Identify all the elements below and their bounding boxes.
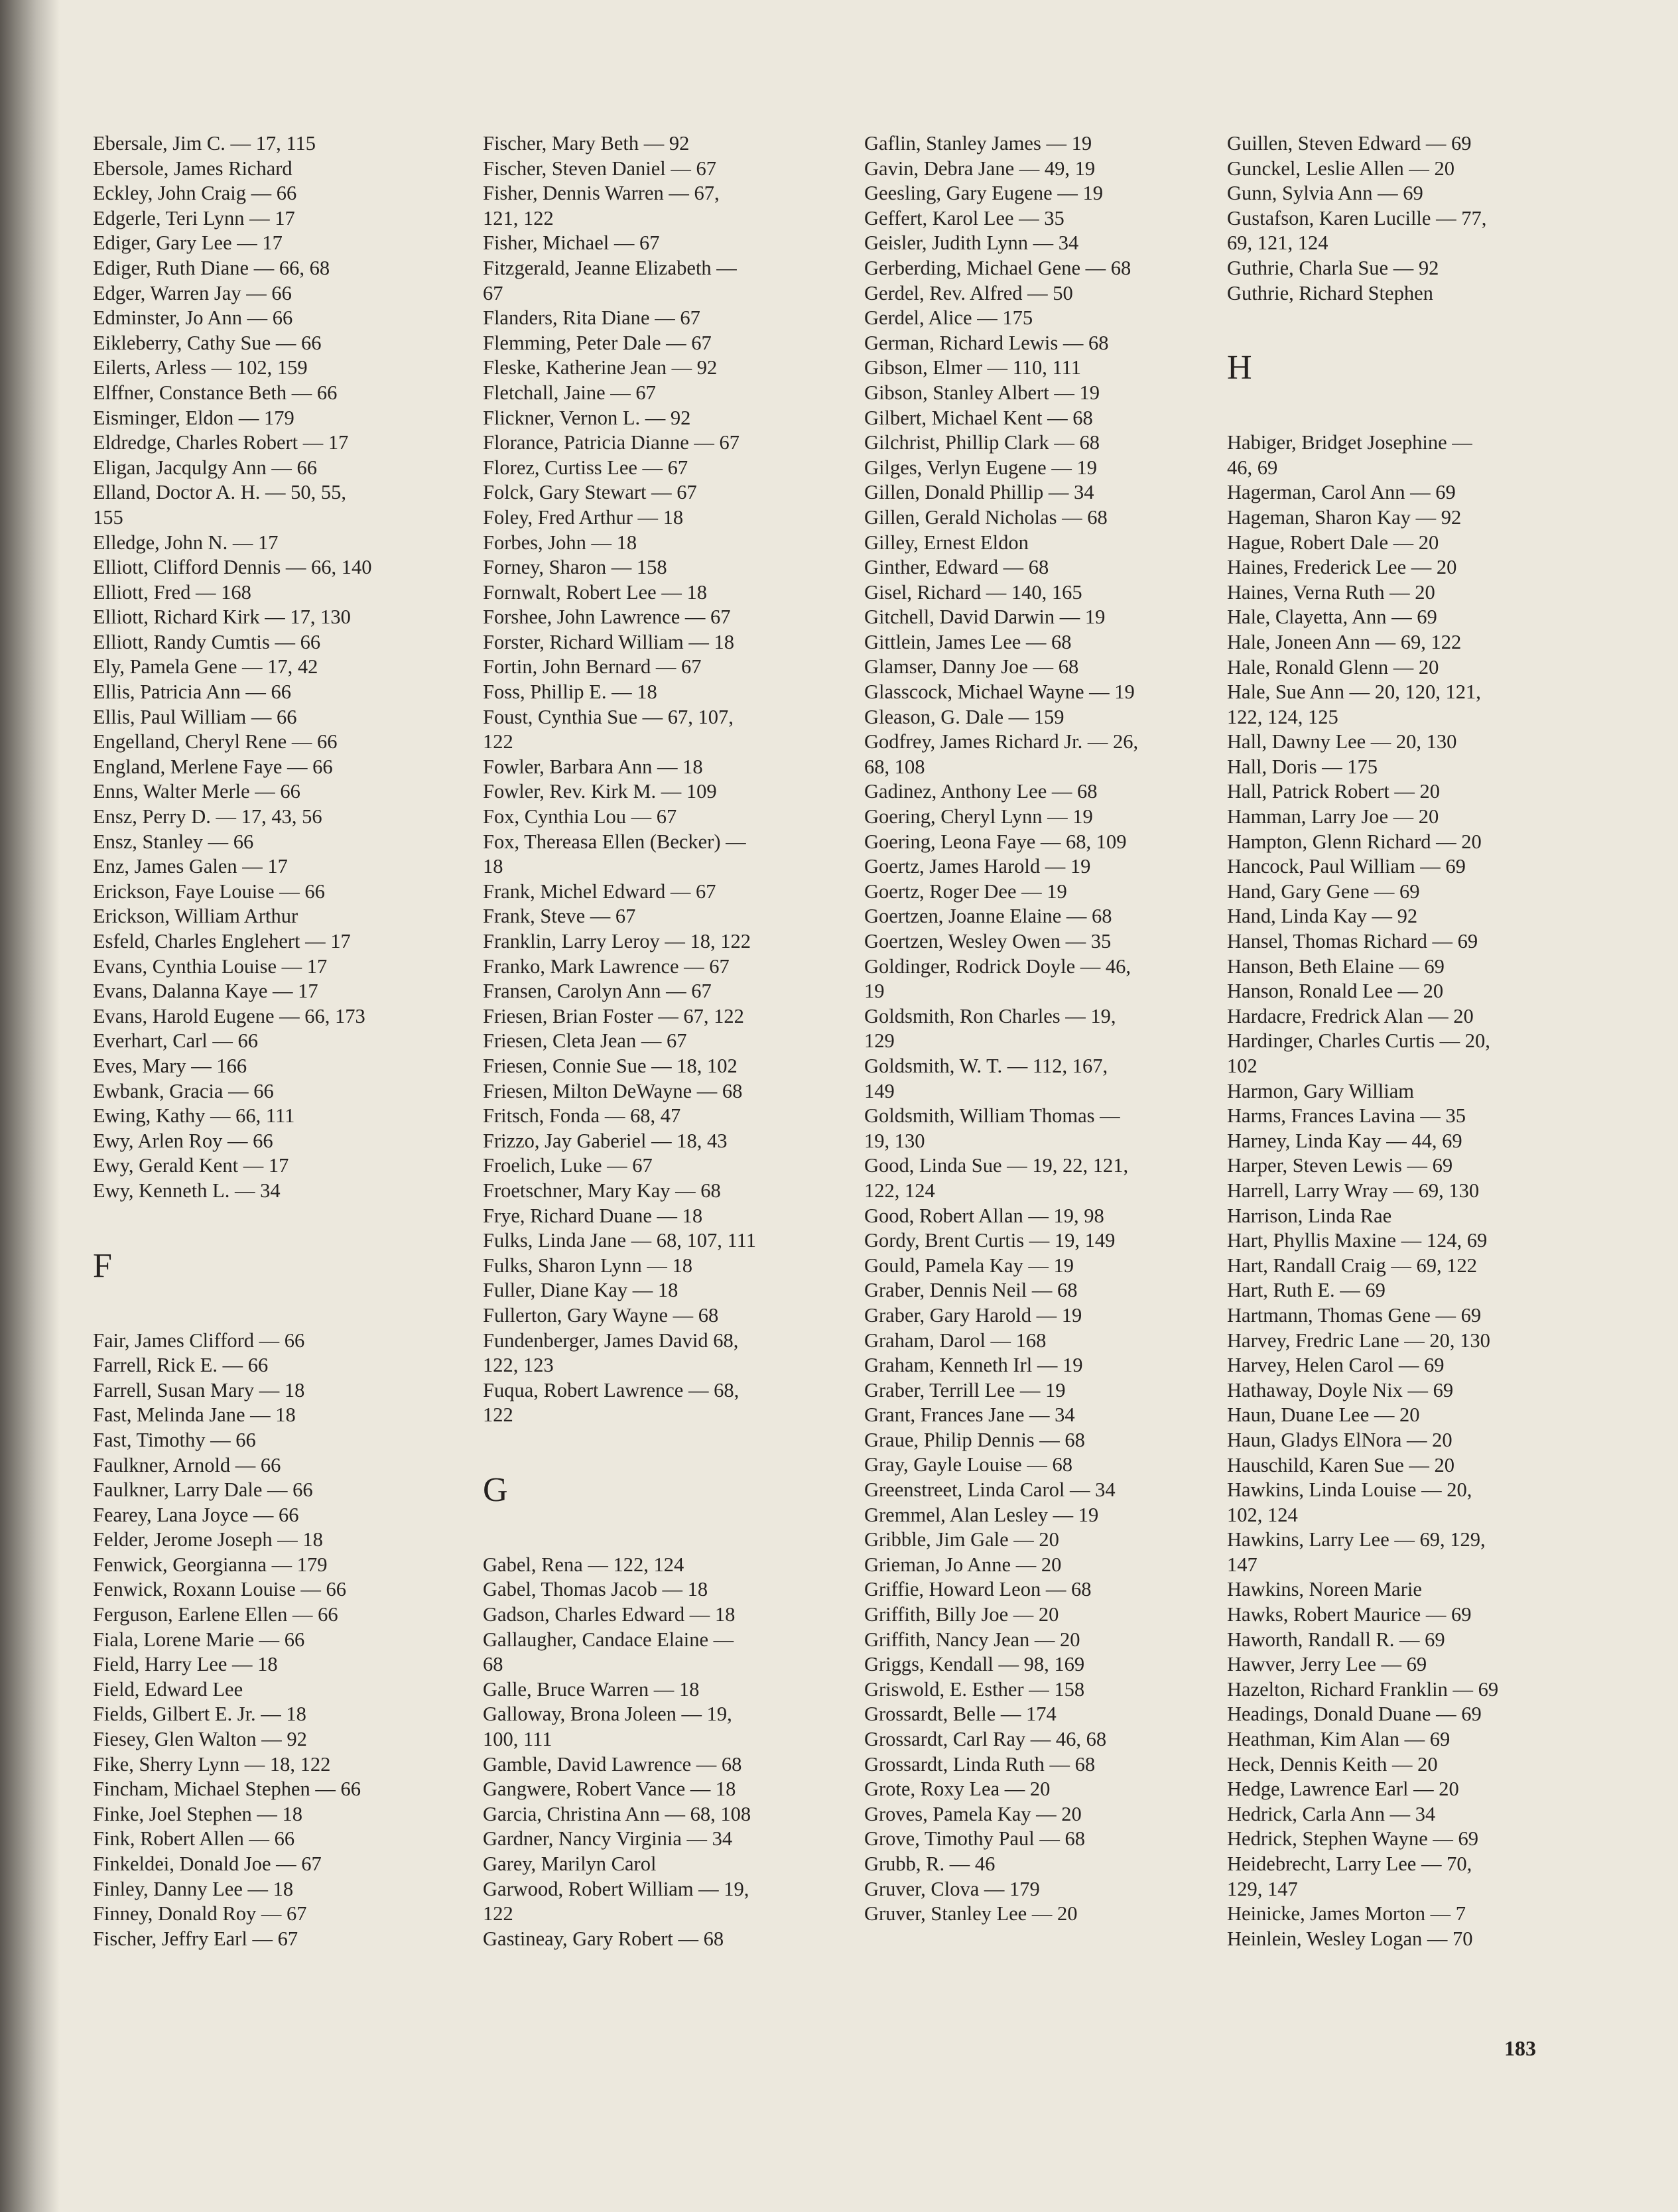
index-entry: Geesling, Gary Eugene — 19 — [864, 182, 1103, 205]
index-entry: Hawkins, Larry Lee — 69, 129, 147 — [1227, 1528, 1486, 1576]
index-entry: Edminster, Jo Ann — 66 — [93, 306, 293, 330]
index-entry: Groves, Pamela Kay — 20 — [864, 1802, 1082, 1825]
index-entry: Hedrick, Carla Ann — 34 — [1227, 1802, 1436, 1825]
index-entry: Gavin, Debra Jane — 49, 19 — [864, 157, 1096, 180]
index-entry: Gadinez, Anthony Lee — 68 — [864, 780, 1098, 803]
index-entry: Elledge, John N. — 17 — [93, 531, 279, 554]
index-entry: Everhart, Carl — 66 — [93, 1029, 259, 1053]
index-entry: Griggs, Kendall — 98, 169 — [864, 1653, 1085, 1676]
index-entry: Franko, Mark Lawrence — 67 — [483, 954, 730, 978]
index-entry: Edger, Warren Jay — 66 — [93, 281, 292, 304]
index-entry: Heathman, Kim Alan — 69 — [1227, 1728, 1451, 1751]
index-entry: Gilley, Ernest Eldon — [864, 531, 1029, 554]
index-entry: Hawks, Robert Maurice — 69 — [1227, 1603, 1472, 1626]
index-entry: Erickson, Faye Louise — 66 — [93, 879, 325, 903]
index-entry: Gerdel, Alice — 175 — [864, 306, 1033, 330]
index-entry: Elland, Doctor A. H. — 50, 55, 155 — [93, 481, 347, 529]
index-entry: Hall, Patrick Robert — 20 — [1227, 780, 1441, 803]
index-entry: Graham, Kenneth Irl — 19 — [864, 1354, 1083, 1377]
index-entry: Goldinger, Rodrick Doyle — 46, 19 — [864, 954, 1131, 1003]
index-entry: Eikleberry, Cathy Sue — 66 — [93, 331, 322, 354]
index-entry: Galle, Bruce Warren — 18 — [483, 1677, 700, 1701]
index-entry: Flemming, Peter Dale — 67 — [483, 331, 712, 354]
index-entry: Gamble, David Lawrence — 68 — [483, 1752, 742, 1776]
index-entry: Godfrey, James Richard Jr. — 26, 68, 108 — [864, 730, 1139, 778]
index-entry: Haun, Gladys ElNora — 20 — [1227, 1428, 1452, 1451]
index-entry: Hall, Dawny Lee — 20, 130 — [1227, 730, 1457, 753]
index-entry: Forshee, John Lawrence — 67 — [483, 606, 731, 629]
index-entry: Friesen, Connie Sue — 18, 102 — [483, 1054, 738, 1077]
index-entry: Haines, Frederick Lee — 20 — [1227, 556, 1457, 579]
index-entry: Goertz, James Harold — 19 — [864, 855, 1091, 878]
index-entry: Griffie, Howard Leon — 68 — [864, 1578, 1092, 1601]
index-entry: Hagerman, Carol Ann — 69 — [1227, 481, 1456, 504]
index-entry: Gibson, Elmer — 110, 111 — [864, 356, 1081, 379]
page-number: 183 — [1504, 2036, 1536, 2060]
index-entry: Ewing, Kathy — 66, 111 — [93, 1104, 295, 1128]
index-entry: Farrell, Rick E. — 66 — [93, 1354, 269, 1377]
index-entry: Garwood, Robert William — 19, 122 — [483, 1877, 749, 1925]
index-entry: Fisher, Dennis Warren — 67, 121, 122 — [483, 182, 720, 229]
index-entry: Gray, Gayle Louise — 68 — [864, 1453, 1072, 1476]
index-entry: Gadson, Charles Edward — 18 — [483, 1603, 736, 1626]
index-entry: Haun, Duane Lee — 20 — [1227, 1403, 1420, 1427]
section-letter-heading: F — [93, 1246, 112, 1285]
index-entry: Finney, Donald Roy — 67 — [93, 1902, 307, 1925]
index-entry: Heck, Dennis Keith — 20 — [1227, 1752, 1438, 1776]
index-entry: Guthrie, Charla Sue — 92 — [1227, 256, 1439, 279]
index-entry: Fornwalt, Robert Lee — 18 — [483, 580, 707, 604]
index-entry: Eldredge, Charles Robert — 17 — [93, 431, 349, 454]
index-entry: Grote, Roxy Lea — 20 — [864, 1778, 1051, 1801]
index-entry: Glasscock, Michael Wayne — 19 — [864, 681, 1135, 704]
index-entry: Grubb, R. — 46 — [864, 1852, 996, 1875]
index-entry: Hanson, Beth Elaine — 69 — [1227, 954, 1445, 978]
index-entry: Headings, Donald Duane — 69 — [1227, 1703, 1482, 1726]
index-column-3 — [864, 131, 1222, 1927]
index-entry: Erickson, William Arthur — [93, 905, 298, 928]
index-entry: Griswold, E. Esther — 158 — [864, 1677, 1085, 1701]
index-entry: Fischer, Mary Beth — 92 — [483, 132, 690, 155]
index-entry: Farrell, Susan Mary — 18 — [93, 1378, 305, 1401]
index-entry: Ellis, Patricia Ann — 66 — [93, 681, 292, 704]
index-entry: Gastineay, Gary Robert — 68 — [483, 1927, 724, 1950]
index-entry: Geffert, Karol Lee — 35 — [864, 206, 1065, 229]
index-entry: Harvey, Helen Carol — 69 — [1227, 1354, 1445, 1377]
index-entry: Hageman, Sharon Kay — 92 — [1227, 505, 1462, 529]
index-entry: Foss, Phillip E. — 18 — [483, 681, 657, 704]
index-entry: Hardinger, Charles Curtis — 20, 102 — [1227, 1029, 1490, 1077]
index-entry: Fullerton, Gary Wayne — 68 — [483, 1303, 719, 1327]
index-entry: Goldsmith, Ron Charles — 19, 129 — [864, 1004, 1116, 1053]
index-entry: Fearey, Lana Joyce — 66 — [93, 1503, 299, 1526]
index-entry: Graber, Dennis Neil — 68 — [864, 1279, 1078, 1302]
index-entry: Fowler, Barbara Ann — 18 — [483, 755, 703, 778]
index-entry: Garcia, Christina Ann — 68, 108 — [483, 1802, 751, 1825]
index-entry: Hale, Joneen Ann — 69, 122 — [1227, 630, 1462, 653]
index-entry: Gittlein, James Lee — 68 — [864, 630, 1072, 653]
index-entry: Fisher, Michael — 67 — [483, 231, 660, 255]
index-entry: Fiesey, Glen Walton — 92 — [93, 1728, 307, 1751]
index-entry: Ferguson, Earlene Ellen — 66 — [93, 1603, 338, 1626]
index-column-1 — [93, 131, 451, 1951]
index-entry: Hampton, Glenn Richard — 20 — [1227, 830, 1482, 853]
index-entry: Fritsch, Fonda — 68, 47 — [483, 1104, 681, 1128]
index-entry: Fenwick, Georgianna — 179 — [93, 1553, 328, 1576]
index-entry: German, Richard Lewis — 68 — [864, 331, 1109, 354]
index-entry: Fuqua, Robert Lawrence — 68, 122 — [483, 1378, 740, 1427]
index-entry: Hancock, Paul William — 69 — [1227, 855, 1466, 878]
index-entry: Griffith, Billy Joe — 20 — [864, 1603, 1059, 1626]
index-entry: Hall, Doris — 175 — [1227, 755, 1378, 778]
index-entry: Elliott, Richard Kirk — 17, 130 — [93, 606, 351, 629]
index-entry: Finley, Danny Lee — 18 — [93, 1877, 294, 1900]
index-entry: Hedge, Lawrence Earl — 20 — [1227, 1778, 1459, 1801]
index-entry: Fransen, Carolyn Ann — 67 — [483, 980, 712, 1003]
index-entry: Greenstreet, Linda Carol — 34 — [864, 1478, 1116, 1502]
index-entry: Forster, Richard William — 18 — [483, 630, 735, 653]
index-entry: Gilchrist, Phillip Clark — 68 — [864, 431, 1100, 454]
index-entry: Goldsmith, William Thomas — 19, 130 — [864, 1104, 1120, 1152]
index-entry: Hale, Sue Ann — 20, 120, 121, 122, 124, 125 — [1227, 681, 1481, 728]
index-entry: Eligan, Jacqulgy Ann — 66 — [93, 456, 318, 479]
index-entry: Grove, Timothy Paul — 68 — [864, 1827, 1085, 1851]
index-entry: Fields, Gilbert E. Jr. — 18 — [93, 1703, 306, 1726]
index-entry: Harper, Steven Lewis — 69 — [1227, 1154, 1453, 1177]
index-entry: Hawver, Jerry Lee — 69 — [1227, 1653, 1427, 1676]
index-entry: Ensz, Perry D. — 17, 43, 56 — [93, 805, 322, 828]
index-entry: Gabel, Rena — 122, 124 — [483, 1553, 684, 1576]
index-entry: Hazelton, Richard Franklin — 69 — [1227, 1677, 1499, 1701]
index-entry: Hale, Clayetta, Ann — 69 — [1227, 606, 1437, 629]
index-entry: Harms, Frances Lavina — 35 — [1227, 1104, 1466, 1128]
index-entry: Eckley, John Craig — 66 — [93, 182, 297, 205]
index-entry: Esfeld, Charles Englehert — 17 — [93, 930, 351, 952]
index-entry: Fundenberger, James David 68, 122, 123 — [483, 1329, 739, 1377]
index-entry: Harney, Linda Kay — 44, 69 — [1227, 1129, 1462, 1152]
index-entry: Gordy, Brent Curtis — 19, 149 — [864, 1229, 1116, 1252]
index-entry: Harvey, Fredric Lane — 20, 130 — [1227, 1329, 1490, 1352]
index-entry: Friesen, Milton DeWayne — 68 — [483, 1079, 743, 1102]
index-entry: Fox, Cynthia Lou — 67 — [483, 805, 677, 828]
index-entry: Ewy, Kenneth L. — 34 — [93, 1179, 281, 1202]
index-entry: Finkeldei, Donald Joe — 67 — [93, 1853, 322, 1875]
index-entry: Guthrie, Richard Stephen — [1227, 281, 1433, 304]
index-entry: Flickner, Vernon L. — 92 — [483, 406, 691, 429]
index-entry: Fiala, Lorene Marie — 66 — [93, 1628, 305, 1651]
index-entry: Hart, Ruth E. — 69 — [1227, 1279, 1386, 1302]
index-entry: Hague, Robert Dale — 20 — [1227, 531, 1439, 554]
index-entry: Fink, Robert Allen — 66 — [93, 1827, 295, 1851]
index-entry: Fischer, Steven Daniel — 67 — [483, 157, 717, 180]
index-entry: Foley, Fred Arthur — 18 — [483, 505, 684, 529]
index-entry: Guillen, Steven Edward — 69 — [1227, 132, 1472, 155]
index-entry: Finke, Joel Stephen — 18 — [93, 1802, 302, 1825]
index-entry: Gilges, Verlyn Eugene — 19 — [864, 456, 1097, 479]
index-entry: Fike, Sherry Lynn — 18, 122 — [93, 1752, 331, 1776]
index-entry: Gunn, Sylvia Ann — 69 — [1227, 182, 1423, 205]
index-entry: Fulks, Sharon Lynn — 18 — [483, 1254, 693, 1277]
index-entry: Garey, Marilyn Carol — [483, 1853, 657, 1875]
index-entry: Eisminger, Eldon — 179 — [93, 406, 294, 429]
index-entry: Frye, Richard Duane — 18 — [483, 1204, 703, 1227]
index-entry: Gerberding, Michael Gene — 68 — [864, 256, 1131, 279]
index-entry: Hawkins, Linda Louise — 20, 102, 124 — [1227, 1478, 1472, 1526]
index-entry: Gunckel, Leslie Allen — 20 — [1227, 157, 1455, 180]
index-entry: Hand, Linda Kay — 92 — [1227, 905, 1418, 928]
index-entry: Hathaway, Doyle Nix — 69 — [1227, 1378, 1454, 1401]
index-entry: Franklin, Larry Leroy — 18, 122 — [483, 930, 751, 952]
index-entry: Goering, Leona Faye — 68, 109 — [864, 830, 1127, 853]
index-entry: Haworth, Randall R. — 69 — [1227, 1628, 1445, 1651]
index-entry: Fleske, Katherine Jean — 92 — [483, 356, 718, 379]
index-entry: Ewy, Arlen Roy — 66 — [93, 1129, 273, 1152]
index-entry: Gisel, Richard — 140, 165 — [864, 580, 1082, 604]
index-entry: Evans, Harold Eugene — 66, 173 — [93, 1004, 365, 1027]
index-entry: Graber, Terrill Lee — 19 — [864, 1378, 1066, 1401]
index-entry: Graber, Gary Harold — 19 — [864, 1303, 1082, 1327]
index-entry: Frank, Steve — 67 — [483, 905, 636, 928]
index-entry: Evans, Cynthia Louise — 17 — [93, 954, 328, 978]
index-entry: Elliott, Fred — 168 — [93, 580, 251, 604]
index-entry: Forney, Sharon — 158 — [483, 556, 667, 579]
index-entry: Elffner, Constance Beth — 66 — [93, 381, 338, 404]
index-entry: Hart, Phyllis Maxine — 124, 69 — [1227, 1229, 1488, 1252]
index-entry: Gruver, Stanley Lee — 20 — [864, 1902, 1078, 1925]
index-entry: Felder, Jerome Joseph — 18 — [93, 1528, 323, 1551]
index-entry: Fortin, John Bernard — 67 — [483, 655, 702, 679]
index-entry: Eves, Mary — 166 — [93, 1054, 247, 1077]
index-entry: Gould, Pamela Kay — 19 — [864, 1254, 1074, 1277]
index-entry: Gabel, Thomas Jacob — 18 — [483, 1578, 708, 1601]
index-entry: Evans, Dalanna Kaye — 17 — [93, 980, 318, 1003]
index-entry: Frank, Michel Edward — 67 — [483, 879, 716, 903]
index-entry: Foust, Cynthia Sue — 67, 107, 122 — [483, 705, 734, 753]
index-entry: Gangwere, Robert Vance — 18 — [483, 1778, 736, 1801]
index-entry: Hardacre, Fredrick Alan — 20 — [1227, 1004, 1474, 1027]
index-entry: Goertzen, Wesley Owen — 35 — [864, 930, 1112, 952]
index-entry: Fowler, Rev. Kirk M. — 109 — [483, 780, 717, 803]
index-entry: Gitchell, David Darwin — 19 — [864, 606, 1106, 629]
index-entry: Heinicke, James Morton — 7 — [1227, 1902, 1466, 1925]
index-entry: Enns, Walter Merle — 66 — [93, 780, 300, 803]
index-entry: Faulkner, Larry Dale — 66 — [93, 1478, 313, 1502]
index-entry: Field, Harry Lee — 18 — [93, 1653, 278, 1676]
index-entry: Glamser, Danny Joe — 68 — [864, 655, 1079, 679]
index-entry: Ely, Pamela Gene — 17, 42 — [93, 655, 318, 679]
index-entry: Hansel, Thomas Richard — 69 — [1227, 930, 1478, 953]
index-entry: Flanders, Rita Diane — 67 — [483, 306, 700, 330]
index-entry: Field, Edward Lee — [93, 1677, 243, 1701]
index-entry: Geisler, Judith Lynn — 34 — [864, 231, 1079, 255]
index-entry: Fair, James Clifford — 66 — [93, 1329, 305, 1352]
index-entry: Gremmel, Alan Lesley — 19 — [864, 1503, 1099, 1526]
index-entry: Ebersale, Jim C. — 17, 115 — [93, 132, 316, 155]
index-entry: Fox, Thereasa Ellen (Becker) — 18 — [483, 830, 746, 878]
section-letter-heading: H — [1227, 349, 1252, 387]
index-entry: Fischer, Jeffry Earl — 67 — [93, 1927, 298, 1950]
index-entry: Gardner, Nancy Virginia — 34 — [483, 1827, 733, 1851]
index-entry: Hanson, Ronald Lee — 20 — [1227, 980, 1444, 1003]
index-entry: Ewy, Gerald Kent — 17 — [93, 1154, 289, 1177]
index-entry: Hartmann, Thomas Gene — 69 — [1227, 1303, 1482, 1327]
index-entry: Grossardt, Linda Ruth — 68 — [864, 1752, 1096, 1776]
index-entry: Gallaugher, Candace Elaine — 68 — [483, 1628, 734, 1676]
index-entry: Fenwick, Roxann Louise — 66 — [93, 1578, 347, 1601]
index-entry: Gillen, Donald Phillip — 34 — [864, 481, 1094, 504]
index-entry: Grant, Frances Jane — 34 — [864, 1403, 1075, 1427]
index-entry: Hamman, Larry Joe — 20 — [1227, 805, 1439, 828]
index-entry: Harrell, Larry Wray — 69, 130 — [1227, 1179, 1480, 1202]
index-entry: Folck, Gary Stewart — 67 — [483, 481, 697, 504]
index-entry: Harmon, Gary William — [1227, 1079, 1414, 1102]
index-entry: Gibson, Stanley Albert — 19 — [864, 381, 1100, 404]
index-entry: Grossardt, Carl Ray — 46, 68 — [864, 1728, 1107, 1750]
index-entry: Harrison, Linda Rae — [1227, 1204, 1392, 1227]
index-entry: Habiger, Bridget Josephine — 46, 69 — [1227, 431, 1472, 479]
index-entry: Faulkner, Arnold — 66 — [93, 1453, 281, 1476]
index-entry: Hauschild, Karen Sue — 20 — [1227, 1453, 1455, 1476]
index-entry: Edgerle, Teri Lynn — 17 — [93, 206, 295, 229]
index-entry: Ewbank, Gracia — 66 — [93, 1079, 274, 1102]
index-entry: Fincham, Michael Stephen — 66 — [93, 1778, 361, 1801]
index-entry: Gaflin, Stanley James — 19 — [864, 132, 1092, 155]
book-gutter-shadow — [0, 0, 60, 2212]
index-entry: Forbes, John — 18 — [483, 531, 637, 554]
index-column-2 — [483, 131, 841, 1951]
index-entry: Gillen, Gerald Nicholas — 68 — [864, 505, 1108, 529]
index-entry: Elliott, Randy Cumtis — 66 — [93, 630, 321, 653]
index-entry: Good, Linda Sue — 19, 22, 121, 122, 124 — [864, 1154, 1129, 1202]
index-entry: Hand, Gary Gene — 69 — [1227, 879, 1420, 903]
index-entry: Fuller, Diane Kay — 18 — [483, 1279, 678, 1302]
index-entry: Gustafson, Karen Lucille — 77, 69, 121, 124 — [1227, 206, 1487, 255]
section-letter-heading: G — [483, 1470, 508, 1509]
index-entry: Elliott, Clifford Dennis — 66, 140 — [93, 556, 372, 579]
index-entry: Graue, Philip Dennis — 68 — [864, 1428, 1085, 1451]
index-entry: Haines, Verna Ruth — 20 — [1227, 580, 1435, 604]
index-entry: Grieman, Jo Anne — 20 — [864, 1553, 1062, 1576]
index-entry: Good, Robert Allan — 19, 98 — [864, 1204, 1104, 1227]
index-column-4 — [1227, 131, 1585, 1951]
index-entry: Ginther, Edward — 68 — [864, 556, 1049, 579]
index-entry: Florez, Curtiss Lee — 67 — [483, 456, 688, 479]
index-entry: England, Merlene Faye — 66 — [93, 755, 333, 778]
index-entry: Hale, Ronald Glenn — 20 — [1227, 655, 1439, 679]
index-entry: Graham, Darol — 168 — [864, 1329, 1047, 1352]
index-entry: Ellis, Paul William — 66 — [93, 705, 297, 728]
index-entry: Hart, Randall Craig — 69, 122 — [1227, 1254, 1477, 1277]
index-entry: Galloway, Brona Joleen — 19, 100, 111 — [483, 1703, 732, 1751]
index-entry: Fitzgerald, Jeanne Elizabeth — 67 — [483, 256, 737, 304]
index-entry: Heidebrecht, Larry Lee — 70, 129, 147 — [1227, 1853, 1472, 1900]
index-entry: Gilbert, Michael Kent — 68 — [864, 406, 1093, 429]
index-entry: Fast, Timothy — 66 — [93, 1428, 256, 1451]
index-entry: Gerdel, Rev. Alfred — 50 — [864, 281, 1073, 304]
index-entry: Florance, Patricia Dianne — 67 — [483, 431, 740, 454]
index-entry: Froelich, Luke — 67 — [483, 1154, 653, 1177]
index-entry: Engelland, Cheryl Rene — 66 — [93, 730, 338, 753]
index-entry: Griffith, Nancy Jean — 20 — [864, 1628, 1080, 1651]
index-entry: Gleason, G. Dale — 159 — [864, 705, 1065, 728]
index-entry: Friesen, Cleta Jean — 67 — [483, 1029, 687, 1053]
index-entry: Gribble, Jim Gale — 20 — [864, 1528, 1059, 1551]
index-entry: Enz, James Galen — 17 — [93, 855, 288, 878]
index-entry: Ensz, Stanley — 66 — [93, 830, 254, 853]
index-entry: Fletchall, Jaine — 67 — [483, 381, 656, 404]
index-entry: Hedrick, Stephen Wayne — 69 — [1227, 1827, 1478, 1851]
index-entry: Hawkins, Noreen Marie — [1227, 1578, 1422, 1601]
index-entry: Heinlein, Wesley Logan — 70 — [1227, 1927, 1473, 1950]
index-entry: Fulks, Linda Jane — 68, 107, 111 — [483, 1229, 757, 1252]
index-entry: Frizzo, Jay Gaberiel — 18, 43 — [483, 1129, 728, 1152]
index-entry: Goertzen, Joanne Elaine — 68 — [864, 905, 1112, 928]
index-entry: Froetschner, Mary Kay — 68 — [483, 1179, 721, 1202]
index-entry: Ediger, Ruth Diane — 66, 68 — [93, 256, 330, 279]
index-entry: Gruver, Clova — 179 — [864, 1877, 1040, 1900]
index-entry: Fast, Melinda Jane — 18 — [93, 1403, 296, 1427]
index-entry: Grossardt, Belle — 174 — [864, 1703, 1057, 1726]
index-entry: Goering, Cheryl Lynn — 19 — [864, 805, 1093, 828]
index-entry: Ediger, Gary Lee — 17 — [93, 231, 283, 255]
index-entry: Eilerts, Arless — 102, 159 — [93, 356, 308, 379]
index-entry: Goldsmith, W. T. — 112, 167, 149 — [864, 1054, 1108, 1102]
index-entry: Goertz, Roger Dee — 19 — [864, 879, 1067, 903]
index-entry: Friesen, Brian Foster — 67, 122 — [483, 1004, 744, 1027]
index-entry: Ebersole, James Richard — [93, 157, 292, 180]
